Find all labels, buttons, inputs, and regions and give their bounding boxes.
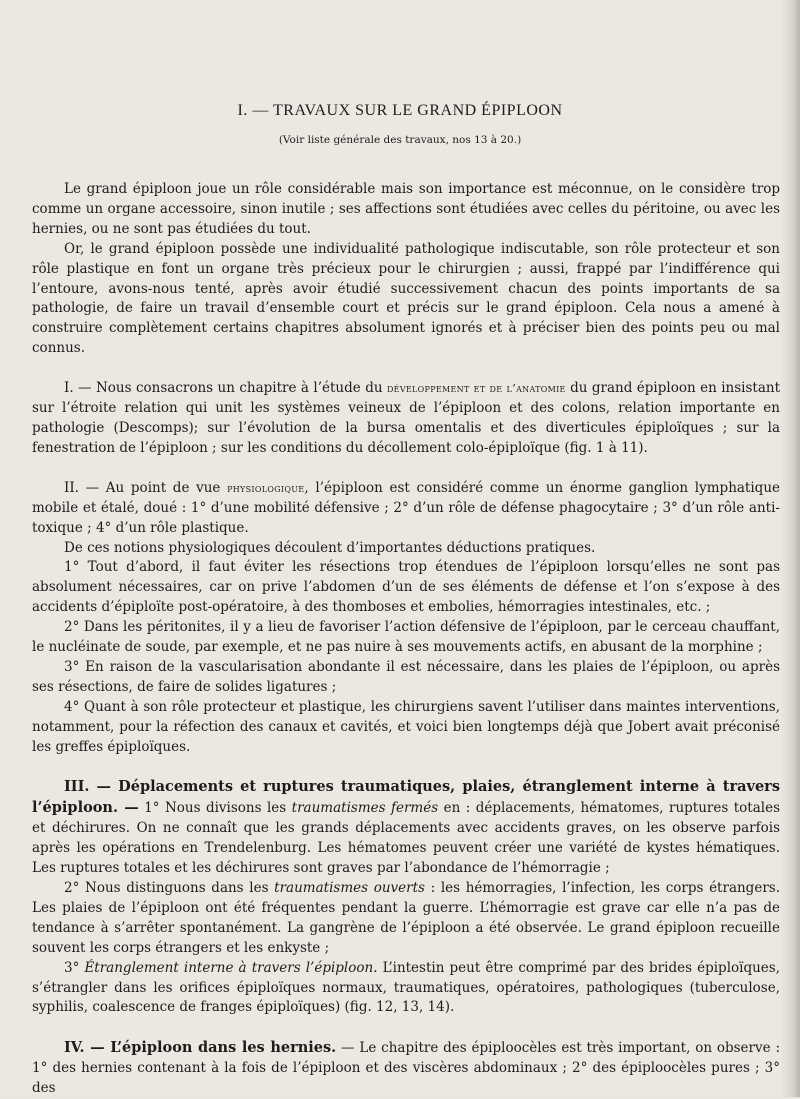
section-3-italic-2: traumatismes ouverts: [274, 880, 425, 896]
section-1-text: du grand épiploon en insistant sur l’étroite relation qui unit les systèmes veineux de l’épiploon et des colons, relation importante en pathologie (Descomps); sur l’évolution de la bursa omentalis et des diverticules épiploïques ; sur la fenestration de l’épiploon ; sur les conditions du décollement colo-épiploïque (fig. 1 à 11).: [32, 380, 780, 456]
page-edge-shadow: [780, 0, 800, 1097]
section-3-italic-3: Étranglement interne à travers l’épiploon.: [84, 959, 378, 976]
section-2-paragraph: [32, 479, 780, 539]
section-3-paragraph: [32, 777, 780, 879]
section-2-text: , l’épiploon est considéré comme un énorme ganglion lymphatique mobile et étalé, doué : 1° d’une mobilité défensive ; 2° d’un rôle de défense phagocytaire ; 3° d’un rôle anti-toxique ; 4° d’un rôle plastique.: [32, 479, 781, 536]
section-2-lead: II. — Au point de vue: [64, 479, 228, 496]
section-3-text-1: en : déplacements, hématomes, ruptures totales et déchirures. On ne connaît que les grands déplacements avec accidents graves, on les observe parfois après les opérations en Trendelenburg. Les hématomes peuvent créer une variété de kystes hématiques. Les ruptures totales et les déchirures sont graves par l’abondance de l’hémorragie ;: [32, 800, 780, 877]
section-3-lead-3: 3°: [64, 959, 85, 976]
section-4-paragraph: [32, 1038, 780, 1099]
intro-paragraph-1: Le grand épiploon joue un rôle considérable mais son importance est méconnue, on le considère trop comme un organe accessoire, sinon inutile ; ses affections sont étudiées avec celles du péritoine, ou avec les hernies, ou ne sont pas étudiées du tout.: [32, 181, 780, 237]
section-2-paragraph-5: 3° En raison de la vascularisation abondante il est nécessaire, dans les plaies de l’épiploon, ou après ses résections, de faire de solides ligatures ;: [32, 658, 780, 695]
intro-paragraph-2: Or, le grand épiploon possède une individualité pathologique indiscutable, son rôle protecteur et son rôle plastique en font un organe très précieux pour le chirurgien ; aussi, frappé par l’indifférence qui l’entoure, avons-nous tenté, après avoir étudié successivement chacun des points importants de sa pathologie, de faire un travail d’ensemble court et précis sur le grand épiploon. Cela nous a amené à construire complètement certains chapitres absolument ignorés et à préciser bien des points peu ou mal connus.: [32, 240, 780, 357]
section-3-paragraph-3: [32, 959, 780, 1019]
section-1-caps: développement et de l’anatomie: [386, 381, 566, 396]
section-2-caps: physiologique: [227, 480, 305, 495]
section-2-paragraph-4: 2° Dans les péritonites, il y a lieu de favoriser l’action défensive de l’épiploon, par le cerceau chauffant, le nucléinate de soude, par exemple, et ne pas nuire à ses mouvements actifs, en abusant de la morphine ;: [32, 619, 780, 656]
section-1-paragraph: [32, 379, 780, 459]
section-3-heading: III. — Déplacements et ruptures traumatiques, plaies, étranglement interne à travers l’épiploon. —: [32, 778, 780, 817]
section-1-lead: I. — Nous consacrons un chapitre à l’étude du: [64, 380, 387, 397]
section-2-paragraph-6: 4° Quant à son rôle protecteur et plastique, les chirurgiens savent l’utiliser dans maintes interventions, notamment, pour la réfection des canaux et cavités, et voici bien longtemps déjà que Jobert avait préconisé les greffes épiploïques.: [32, 698, 780, 755]
section-3-lead: 1° Nous divisons les: [138, 800, 292, 817]
chapter-subtitle: (Voir liste générale des travaux, nos 13 à 20.): [278, 134, 522, 146]
section-4-heading: IV. — L’épiploon dans les hernies.: [64, 1039, 337, 1057]
section-3-lead-2: 2° Nous distinguons dans les: [64, 880, 275, 896]
section-3-italic-1: traumatismes fermés: [291, 800, 439, 817]
body-text: [32, 180, 780, 1099]
section-3-text-2: : les hémorragies, l’infection, les corps étrangers. Les plaies de l’épiploon ont été fréquentes pendant la guerre. L’hémorragie est grave car elle n’a pas de tendance à s’arrêter spontanément. La gangrène de l’épiploon a été observée. Le grand épiploon recueille souvent les corps étrangers et les enkyste ;: [32, 880, 780, 956]
section-2-paragraph-3: 1° Tout d’abord, il faut éviter les résections trop étendues de l’épiploon lorsqu’elles ne sont pas absolument nécessaires, car on prive l’abdomen d’un de ses éléments de défense et l’on s’expose à des accidents d’épiploïte post-opératoire, à des thomboses et embolies, hémorragies intestinales, etc. ;: [32, 559, 780, 616]
section-4-text: — Le chapitre des épiploocèles est très important, on observe : 1° des hernies contenant à la fois de l’épiploon et des viscères abdominaux ; 2° des épiploocèles pures ; 3° des: [32, 1040, 780, 1097]
section-2-paragraph-2: De ces notions physiologiques découlent d’importantes déductions pratiques.: [64, 539, 596, 556]
section-3-text-3: L’intestin peut être comprimé par des brides épiploïques, s’étrangler dans les orifices épiploïques normaux, traumatiques, opératoires, pathologiques (tuberculose, syphilis, coalescence de franges épiploïques) (fig. 12, 13, 14).: [32, 959, 781, 1016]
chapter-title: I. — TRAVAUX SUR LE GRAND ÉPIPLOON: [237, 102, 563, 119]
section-3-paragraph-2: [32, 879, 780, 959]
